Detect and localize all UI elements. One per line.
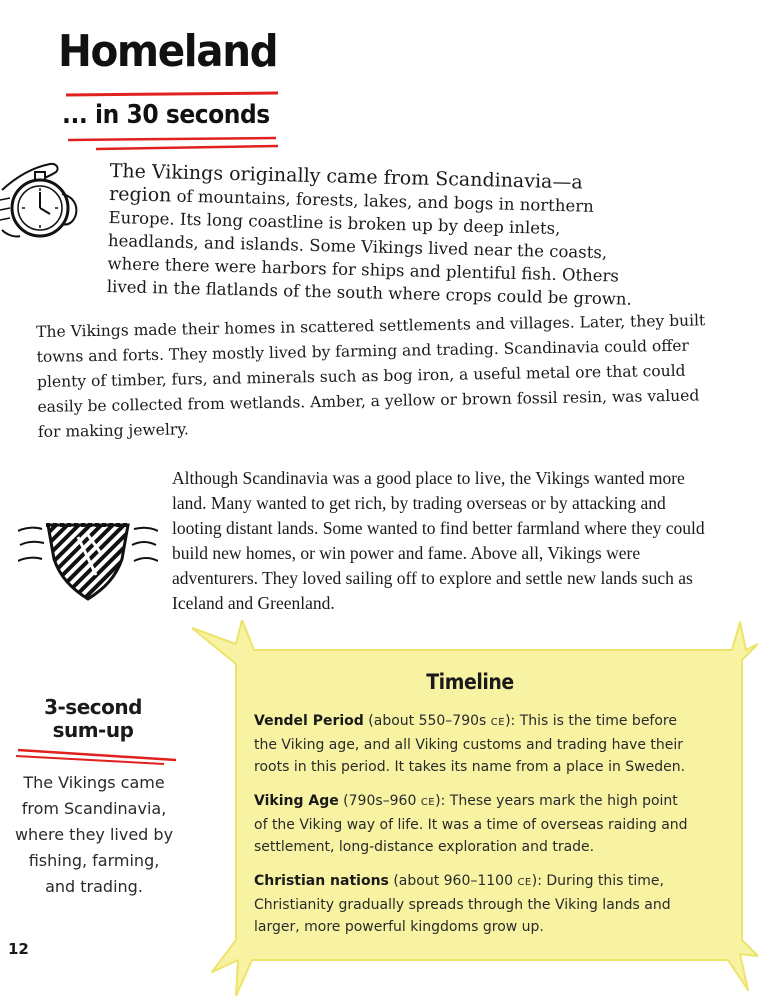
body-paragraph-2: The Vikings made their homes in scattered settlements and villages. Later, they built towns and forts. They mostly lived by farming and trading. Scandinavia could offer plenty of timber, furs, and minerals such as bog iron, a useful metal ore that could easily be collected from wetlands. Amber, a yellow or brown fossil resin, was valued for making jewelry. (36, 311, 706, 441)
timeline-entry (254, 710, 694, 778)
sumup-title-line2: sum-up (52, 718, 134, 742)
timeline-era: CE (490, 717, 506, 728)
timeline-date: (about 550–790s (363, 713, 491, 729)
timeline-date-end: ): (435, 793, 450, 809)
intro-rest: of mountains, forests, lakes, and bogs in northern Europe. Its long coastline is broken up by deep inlets, headlands, and islands. Some Vikings lived near the coasts, where there were harbors for ships and plentiful fish. Others lived in the flatlands of the south where crops could be grown. (106, 186, 633, 309)
timeline-date-end: ): (505, 713, 520, 729)
page-title: Homeland (58, 26, 278, 77)
timeline-date-end: ): (531, 873, 547, 889)
title-underline (64, 90, 284, 100)
timeline-term: Vendel Period (254, 713, 364, 729)
sumup-title-line1: 3-second (44, 695, 142, 719)
page-number: 12 (8, 940, 29, 958)
viking-helmet-icon (18, 515, 158, 605)
timeline-text: During this time, Christianity gradually spreads through the Viking lands and larger, more powerful kingdoms grow up. (254, 873, 671, 935)
timeline-list (254, 710, 694, 950)
body-paragraph-3: Although Scandinavia was a good place to live, the Vikings wanted more land. Many wanted to get rich, by trading overseas or by attacking and looting distant lands. Some wanted to find better farmland where they could build new homes, or win power and fame. Above all, Vikings were adventurers. They loved sailing off to explore and settle new lands such as Iceland and Greenland. (172, 468, 705, 613)
timeline-text: These years mark the high point of the Viking way of life. It was a time of overseas raiding and settlement, long-distance exploration and trade. (254, 793, 688, 855)
sumup-title (18, 696, 168, 742)
timeline-entry (254, 790, 694, 858)
timeline-entry (254, 870, 694, 938)
timeline-title: Timeline (426, 670, 514, 694)
timeline-text: This is the time before the Viking age, and all Viking customs and trading have their roots in this period. It takes its name from a place in Sweden. (254, 713, 686, 775)
timeline-era: CE (420, 797, 436, 808)
page-subtitle: ... in 30 seconds (62, 100, 270, 130)
intro-lead: The Vikings originally came from Scandinavia—a region (108, 160, 583, 207)
timeline-term: Christian nations (254, 873, 389, 889)
timeline-date: (about 960–1100 (388, 873, 518, 889)
intro-paragraph (107, 160, 650, 311)
timeline-term: Viking Age (254, 793, 339, 809)
sumup-text: The Vikings came from Scandinavia, where they lived by fishing, farming, and trading. (14, 773, 174, 896)
stopwatch-in-hand-icon (0, 150, 100, 250)
timeline-date: (790s–960 (338, 793, 421, 809)
timeline-era: CE (517, 877, 532, 888)
sumup-underline (14, 744, 184, 768)
